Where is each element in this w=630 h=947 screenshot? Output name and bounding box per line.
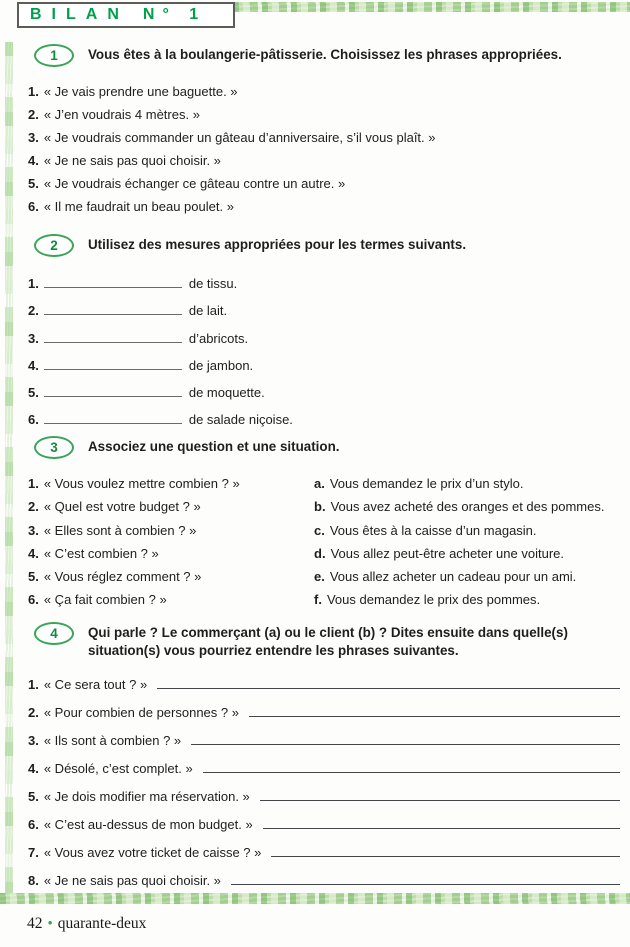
item-number: 5.: [28, 789, 39, 804]
item-text: « Désolé, c’est complet. »: [43, 761, 193, 776]
page-footer: [27, 915, 146, 933]
list-item: [28, 755, 620, 783]
item-number: 3.: [28, 522, 39, 538]
exercise-2-title: Utilisez des mesures appropriées pour les termes suivants.: [88, 237, 467, 252]
item-number: 4.: [28, 545, 39, 561]
item-letter: e.: [314, 569, 325, 585]
list-item: [28, 297, 620, 324]
item-number: 2.: [28, 499, 39, 515]
item-text: Vous demandez le prix des pommes.: [326, 592, 541, 608]
footer-texture-band: [0, 893, 630, 904]
list-item: [28, 699, 620, 727]
exercise-2-badge: 2: [34, 234, 74, 257]
item-text: de salade niçoise.: [188, 412, 293, 428]
item-text: « Je voudrais commander un gâteau d’anniversaire, s’il vous plaît. »: [43, 130, 436, 145]
item-number: 2.: [28, 705, 39, 720]
exercise-3: [28, 436, 620, 612]
item-number: 4.: [28, 153, 39, 168]
item-text: « Il me faudrait un beau poulet. »: [43, 199, 234, 214]
exercise-1-badge: 1: [34, 44, 74, 67]
list-item: [28, 495, 314, 518]
item-number: 5.: [28, 569, 39, 585]
list-item: [28, 172, 620, 195]
page-title-left: BILAN: [30, 6, 129, 23]
item-text: d’abricots.: [188, 330, 249, 346]
item-number: 1.: [28, 476, 39, 491]
exercise-4: [28, 622, 620, 895]
item-text: « Pour combien de personnes ? »: [43, 705, 239, 720]
answer-blank-line: [263, 811, 620, 829]
exercise-1-items: [28, 80, 620, 218]
answer-blank-line: [157, 671, 620, 689]
page-title-box: [17, 2, 235, 28]
item-text: « J’en voudrais 4 mètres. »: [43, 107, 200, 122]
answer-blank-line: [44, 329, 182, 343]
match-left-column: [28, 472, 314, 612]
item-text: Vous allez acheter un cadeau pour un ami.: [329, 569, 577, 585]
exercise-2: [28, 234, 620, 434]
exercise-4-items: [28, 671, 620, 895]
item-number: 2.: [28, 107, 39, 122]
answer-blank-line: [44, 410, 182, 424]
item-text: Vous avez acheté des oranges et des pommes.: [330, 499, 605, 515]
item-text: de jambon.: [188, 357, 254, 373]
item-text: de lait.: [188, 303, 228, 319]
page-number: 42: [27, 915, 43, 932]
item-number: 6.: [28, 592, 39, 608]
answer-blank-line: [260, 783, 620, 801]
item-text: « Vous réglez comment ? »: [43, 569, 202, 585]
item-text: de moquette.: [188, 385, 265, 401]
list-item: [314, 472, 620, 495]
list-item: [28, 588, 314, 611]
list-item: [314, 542, 620, 565]
item-number: 6.: [28, 817, 39, 832]
list-item: [28, 325, 620, 352]
answer-blank-line: [249, 699, 620, 717]
item-number: 4.: [28, 357, 39, 373]
exercise-4-title: Qui parle ? Le commerçant (a) ou le client (b) ? Dites ensuite dans quelle(s) situation(s) vous pourriez entendre les phrases suivantes.: [88, 625, 568, 658]
item-text: « C’est combien ? »: [43, 545, 159, 561]
item-number: 1.: [28, 276, 39, 291]
page-number-word: quarante-deux: [57, 915, 147, 932]
item-number: 1.: [28, 677, 39, 692]
item-letter: b.: [314, 499, 326, 515]
item-number: 5.: [28, 385, 39, 401]
page-title-right: N° 1: [142, 6, 207, 23]
item-number: 3.: [28, 733, 39, 748]
exercise-4-badge: 4: [34, 622, 74, 645]
item-text: Vous êtes à la caisse d’un magasin.: [329, 522, 537, 538]
match-right-column: [314, 472, 620, 612]
list-item: [28, 542, 314, 565]
list-item: [28, 270, 620, 297]
list-item: [28, 811, 620, 839]
item-text: « Quel est votre budget ? »: [43, 499, 201, 515]
list-item: [314, 519, 620, 542]
list-item: [28, 103, 620, 126]
list-item: [28, 379, 620, 406]
list-item: [28, 406, 620, 433]
list-item: [28, 519, 314, 542]
list-item: [28, 867, 620, 895]
item-number: 1.: [28, 84, 39, 99]
answer-blank-line: [44, 274, 182, 288]
list-item: [28, 727, 620, 755]
answer-blank-line: [44, 383, 182, 397]
item-text: « Je voudrais échanger ce gâteau contre un autre. »: [43, 176, 346, 191]
exercise-1-title: Vous êtes à la boulangerie-pâtisserie. Choisissez les phrases appropriées.: [88, 47, 562, 62]
footer-bullet-icon: •: [47, 916, 53, 932]
item-text: Vous demandez le prix d’un stylo.: [329, 476, 524, 491]
answer-blank-line: [44, 356, 182, 370]
exercise-3-badge: 3: [34, 436, 74, 459]
answer-blank-line: [44, 301, 182, 315]
answer-blank-line: [231, 867, 620, 885]
item-text: « Vous voulez mettre combien ? »: [43, 476, 240, 491]
list-item: [28, 80, 620, 103]
list-item: [28, 352, 620, 379]
item-text: « Je ne sais pas quoi choisir. »: [43, 153, 221, 168]
item-letter: c.: [314, 522, 325, 538]
header-texture-band: [233, 2, 630, 12]
item-number: 5.: [28, 176, 39, 191]
answer-blank-line: [191, 727, 620, 745]
item-number: 3.: [28, 330, 39, 346]
item-number: 4.: [28, 761, 39, 776]
item-number: 6.: [28, 199, 39, 214]
item-text: « Ils sont à combien ? »: [43, 733, 182, 748]
list-item: [314, 495, 620, 518]
list-item: [28, 783, 620, 811]
exercise-3-header: [28, 436, 620, 459]
item-text: « C’est au-dessus de mon budget. »: [43, 817, 253, 832]
list-item: [314, 588, 620, 611]
item-text: « Je dois modifier ma réservation. »: [43, 789, 250, 804]
left-margin-texture-strip: [5, 42, 13, 900]
item-letter: a.: [314, 476, 325, 491]
item-number: 8.: [28, 873, 39, 888]
item-text: Vous allez peut-être acheter une voiture.: [330, 545, 564, 561]
item-text: de tissu.: [188, 276, 238, 291]
list-item: [28, 565, 314, 588]
list-item: [28, 195, 620, 218]
exercise-2-header: [28, 234, 620, 257]
item-number: 7.: [28, 845, 39, 860]
list-item: [28, 126, 620, 149]
item-text: « Elles sont à combien ? »: [43, 522, 197, 538]
item-number: 3.: [28, 130, 39, 145]
item-number: 6.: [28, 412, 39, 428]
exercise-3-match-columns: [28, 472, 620, 612]
list-item: [28, 839, 620, 867]
item-text: « Je vais prendre une baguette. »: [43, 84, 238, 99]
answer-blank-line: [203, 755, 620, 773]
item-letter: f.: [314, 592, 322, 608]
list-item: [28, 472, 314, 495]
list-item: [28, 149, 620, 172]
exercise-1: [28, 44, 620, 218]
item-text: « Ce sera tout ? »: [43, 677, 148, 692]
exercise-4-header: [28, 622, 620, 660]
answer-blank-line: [271, 839, 620, 857]
item-text: « Ça fait combien ? »: [43, 592, 167, 608]
list-item: [314, 565, 620, 588]
item-number: 2.: [28, 303, 39, 319]
item-text: « Vous avez votre ticket de caisse ? »: [43, 845, 262, 860]
item-letter: d.: [314, 545, 326, 561]
item-text: « Je ne sais pas quoi choisir. »: [43, 873, 221, 888]
exercise-1-header: [28, 44, 620, 67]
list-item: [28, 671, 620, 699]
exercise-2-items: [28, 270, 620, 434]
exercise-3-title: Associez une question et une situation.: [88, 439, 340, 454]
